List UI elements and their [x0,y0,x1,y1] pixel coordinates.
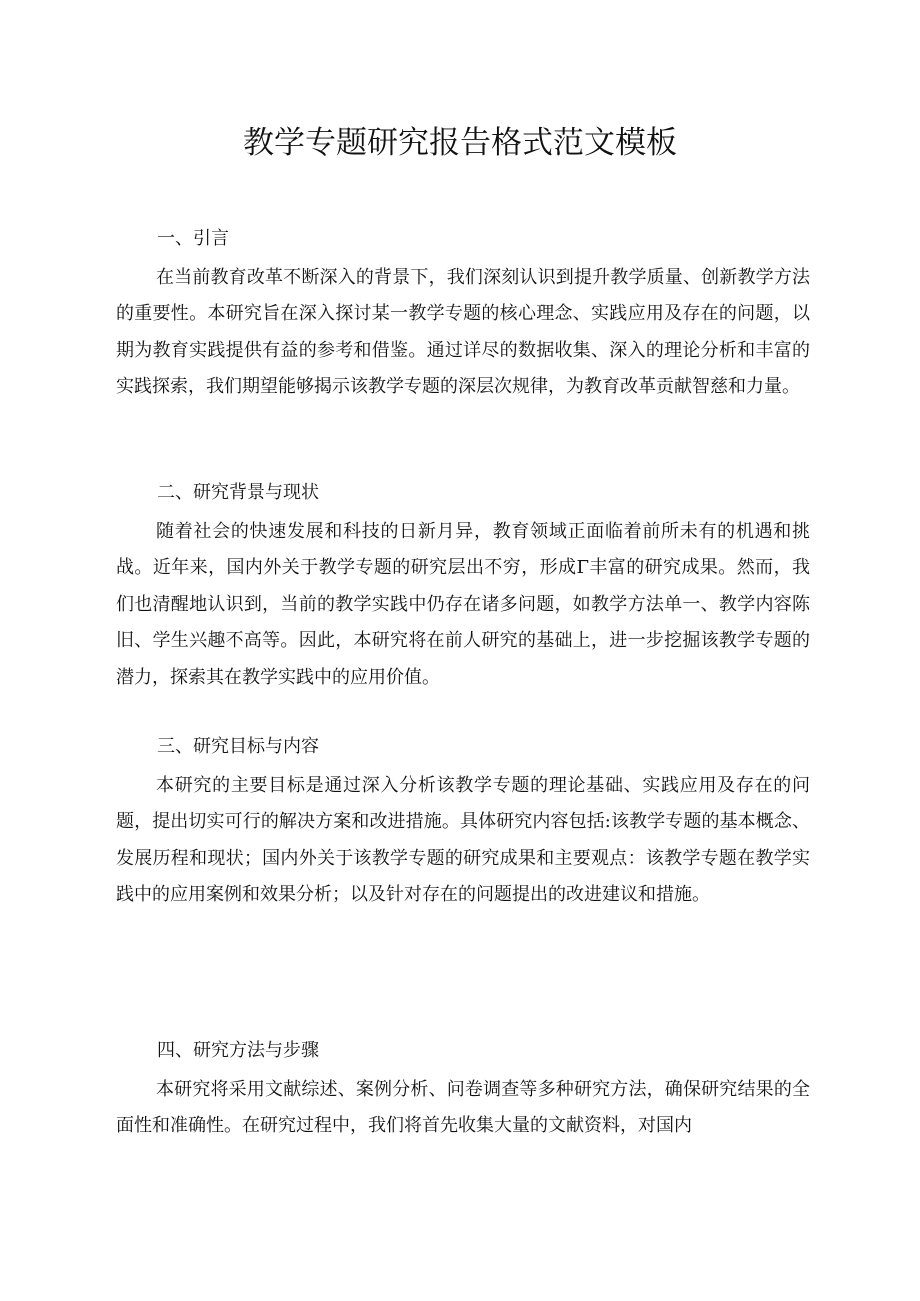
section-heading-introduction: 一、引言 [157,228,229,249]
section-heading-objectives: 三、研究目标与内容 [157,736,319,757]
section-heading-methods: 四、研究方法与步骤 [157,1040,319,1061]
section-paragraph-introduction: 在当前教育改革不断深入的背景下，我们深刻认识到提升教学质量、创新教学方法的重要性。本研究旨在深入探讨某一教学专题的核心理念、实践应用及存在的问题，以期为教育实践提供有益的参考和借鉴。通过详尽的数据收集、深入的理论分析和丰富的实践探索，我们期望能够揭示该教学专题的深层次规律，为教育改革贡献智慈和力量。 [116,267,810,398]
section-paragraph-objectives: 本研究的主要目标是通过深入分析该教学专题的理论基础、实践应用及存在的问题，提出切实可行的解决方案和改进措施。具体研究内容包括:该教学专题的基本概念、发展历程和现状；国内外关于该教学专题的研究成果和主要观点：该教学专题在教学实践中的应用案例和效果分析；以及针对存在的问题提出的改进建议和措施。 [116,775,810,906]
section-paragraph-methods: 本研究将采用文献综述、案例分析、问卷调查等多种研究方法，确保研究结果的全面性和准确性。在研究过程中，我们将首先收集大量的文献资料，对国内 [116,1079,810,1137]
document-title: 教学专题研究报告格式范文模板 [243,125,677,161]
section-paragraph-background: 随着社会的快速发展和科技的日新月异，教育领域正面临着前所未有的机遇和挑战。近年来，国内外关于教学专题的研究层出不穷，形成Γ丰富的研究成果。然而，我们也清醒地认识到，当前的教学实践中仍存在诸多问题，如教学方法单一、教学内容陈旧、学生兴趣不高等。因此，本研究将在前人研究的基础上，进一步挖掘该教学专题的潜力，探索其在教学实践中的应用价值。 [116,521,810,688]
section-heading-background: 二、研究背景与现状 [157,482,319,503]
